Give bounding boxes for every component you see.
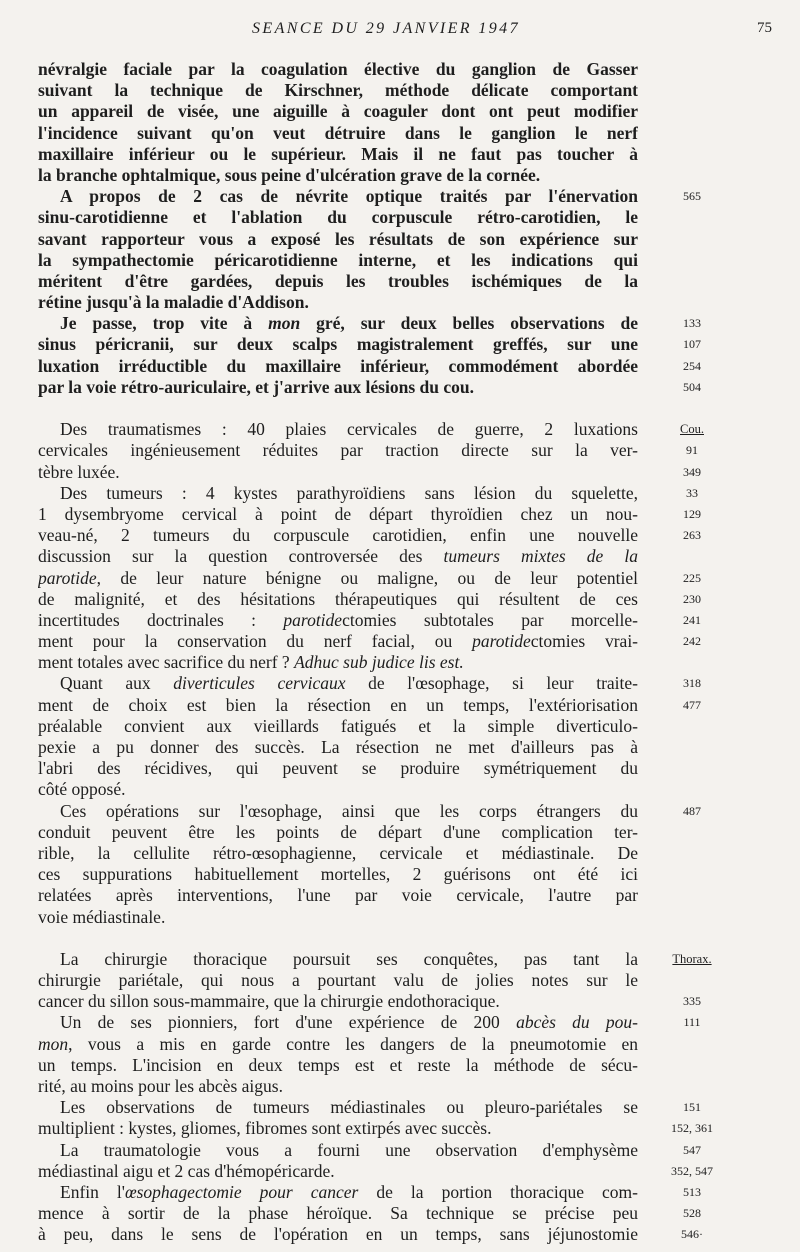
text-line: tèbre luxée. — [38, 461, 120, 482]
page-reference — [652, 737, 732, 758]
text-line: Quant aux diverticules cervicaux de l'œsophage, si leur traite- — [60, 673, 638, 694]
text-line: A propos de 2 cas de névrite optique traités par l'énervation — [60, 186, 638, 207]
page-reference — [652, 271, 732, 292]
text-line: Un de ses pionniers, fort d'une expérience de 200 abcès du pou- — [60, 1012, 638, 1033]
text-line: ment de choix est bien la résection en un temps, l'extériorisation — [38, 694, 638, 715]
page-reference: 151 — [683, 1100, 701, 1115]
page-reference: 513 — [683, 1184, 701, 1199]
page-reference: 242 — [683, 634, 701, 649]
page-reference — [652, 101, 732, 122]
page-reference — [652, 758, 732, 779]
page-reference: 133 — [683, 316, 701, 331]
page-reference — [652, 250, 732, 271]
page-reference — [652, 546, 732, 567]
page-reference: 152, 361 — [671, 1121, 713, 1136]
page-reference — [652, 716, 732, 737]
page-reference — [652, 292, 732, 313]
page-reference: 352, 547 — [671, 1163, 713, 1178]
page-reference — [652, 123, 732, 144]
page-reference: 487 — [683, 803, 701, 818]
text-line: rétine jusqu'à la maladie d'Addison. — [38, 292, 309, 313]
text-line: côté opposé. — [38, 779, 126, 800]
page-reference — [652, 229, 732, 250]
text-line: La traumatologie vous a fourni une observation d'emphysème — [60, 1139, 638, 1160]
text-line: la sympathectomie péricarotidienne interne, et les indications qui — [38, 249, 638, 270]
text-line: sinu-carotidienne et l'ablation du corpuscule rétro-carotidien, le — [38, 207, 638, 228]
page-reference — [652, 1055, 732, 1076]
text-line: névralgie faciale par la coagulation élective du ganglion de Gasser — [38, 59, 638, 79]
page-reference: 349 — [683, 464, 701, 479]
text-line: relatées après interventions, l'une par voie cervicale, l'autre par — [38, 885, 638, 906]
paragraph-gap — [38, 928, 638, 949]
text-line: sinus péricranii, sur deux scalps magistralement greffés, sur une — [38, 334, 638, 355]
text-line: maxillaire inférieur ou le supérieur. Mais il ne faut pas toucher à — [38, 143, 638, 164]
text-line: ment pour la conservation du nerf facial, ou parotidectomies vrai- — [38, 631, 638, 652]
running-title: SEANCE DU 29 JANVIER 1947 — [252, 20, 520, 37]
section-label: Cou. — [680, 422, 704, 437]
text-line: parotide, de leur nature bénigne ou maligne, ou de leur potentiel — [38, 567, 638, 588]
text-line: conduit peuvent être les points de départ d'une complication ter- — [38, 821, 638, 842]
page-reference: 546· — [681, 1227, 703, 1242]
paragraph-gap — [38, 398, 638, 419]
text-line: par la voie rétro-auriculaire, et j'arrive aux lésions du cou. — [38, 376, 474, 397]
page-reference — [652, 652, 732, 673]
text-line: 1 dysembryome cervical à point de départ thyroïdien chez un nou- — [38, 503, 638, 524]
text-line: voie médiastinale. — [38, 906, 166, 927]
page-reference — [652, 843, 732, 864]
text-line: discussion sur la question controversée des tumeurs mixtes de la — [38, 546, 638, 567]
page-reference — [652, 864, 732, 885]
page-reference: 477 — [683, 697, 701, 712]
page-reference: 111 — [683, 1015, 701, 1030]
text-line: mon, vous a mis en garde contre les dangers de la pneumotomie en — [38, 1033, 638, 1054]
text-line: cervicales ingénieusement réduites par traction directe sur la ver- — [38, 440, 638, 461]
page-reference — [652, 822, 732, 843]
text-line: de malignité, et des hésitations thérapeutiques qui résultent de ces — [38, 588, 638, 609]
page-reference — [652, 59, 732, 80]
text-line: Ces opérations sur l'œsophage, ainsi que les corps étrangers du — [60, 800, 638, 821]
page-reference: 129 — [683, 506, 701, 521]
page-reference — [652, 80, 732, 101]
page-reference: 318 — [683, 676, 701, 691]
page-reference: 335 — [683, 994, 701, 1009]
text-line: veau-né, 2 tumeurs du corpuscule carotidien, enfin une nouvelle — [38, 525, 638, 546]
text-line: ces suppurations habituellement mortelles, 2 guérisons ont été ici — [38, 864, 638, 885]
page-reference — [652, 144, 732, 165]
text-line: préalable convient aux vieillards fatigués et la simple diverticulo- — [38, 715, 638, 736]
text-line: Des traumatismes : 40 plaies cervicales de guerre, 2 luxations — [60, 419, 638, 440]
text-line: l'incidence suivant qu'on veut détruire dans le ganglion le nerf — [38, 122, 638, 143]
page-reference — [652, 885, 732, 906]
text-line: Les observations de tumeurs médiastinales ou pleuro-pariétales se — [60, 1097, 638, 1118]
text-line: pexie a pu donner des succès. La résection ne met d'ailleurs pas à — [38, 737, 638, 757]
text-line: Enfin l'œsophagectomie pour cancer de la portion thoracique com- — [60, 1181, 638, 1202]
page-reference: 230 — [683, 591, 701, 606]
margin-references — [652, 59, 732, 1246]
text-line: mence à sortir de la phase héroïque. Sa technique se précise peu — [38, 1203, 638, 1224]
page-reference: 565 — [683, 189, 701, 204]
body-text — [38, 59, 638, 1246]
page-reference — [652, 165, 732, 186]
text-line: savant rapporteur vous a exposé les résultats de son expérience sur — [38, 228, 638, 249]
text-line: rité, au moins pour les abcès aigus. — [38, 1076, 283, 1096]
page-reference: 263 — [683, 528, 701, 543]
page-reference — [652, 1076, 732, 1097]
page-reference — [652, 779, 732, 800]
page-reference — [652, 207, 732, 228]
page-reference — [652, 970, 732, 991]
text-line: rible, la cellulite rétro-œsophagienne, cervicale et médiastinale. De — [38, 842, 638, 863]
page-reference: 91 — [686, 443, 698, 458]
page-reference — [652, 1034, 732, 1055]
page-reference: 528 — [683, 1206, 701, 1221]
page-reference — [652, 907, 732, 928]
page-reference — [652, 398, 732, 419]
page-reference: 33 — [686, 485, 698, 500]
text-line: luxation irréductible du maxillaire inférieur, commodément abordée — [38, 355, 638, 376]
text-line: multiplient : kystes, gliomes, fibromes sont extirpés avec succès. — [38, 1118, 492, 1139]
page-reference: 254 — [683, 358, 701, 373]
text-line: ment totales avec sacrifice du nerf ? Adhuc sub judice lis est. — [38, 652, 464, 673]
text-line: Je passe, trop vite à mon gré, sur deux belles observations de — [60, 313, 638, 334]
text-line: à peu, dans le sens de l'opération en un temps, sans jéjunostomie — [38, 1224, 638, 1245]
page-reference: 547 — [683, 1142, 701, 1157]
page-reference: 225 — [683, 570, 701, 585]
text-line: incertitudes doctrinales : parotidectomies subtotales par morcelle- — [38, 609, 638, 630]
text-line: Des tumeurs : 4 kystes parathyroïdiens sans lésion du squelette, — [60, 482, 638, 503]
text-line: cancer du sillon sous-mammaire, que la chirurgie endothoracique. — [38, 991, 500, 1012]
text-line: l'abri des récidives, qui peuvent se produire symétriquement du — [38, 758, 638, 779]
text-line: la branche ophtalmique, sous peine d'ulcération grave de la cornée. — [38, 164, 541, 185]
page-reference: 107 — [683, 337, 701, 352]
page-reference: 241 — [683, 612, 701, 627]
text-line: un temps. L'incision en deux temps est et reste la méthode de sécu- — [38, 1054, 638, 1075]
text-line: médiastinal aigu et 2 cas d'hémopéricarde. — [38, 1160, 335, 1181]
page-header — [0, 20, 800, 44]
text-line: un appareil de visée, une aiguille à coaguler dont ont peut modifier — [38, 101, 638, 122]
page-reference: 504 — [683, 379, 701, 394]
text-line: suivant la technique de Kirschner, méthode délicate comportant — [38, 80, 638, 101]
page-number: 75 — [757, 20, 772, 36]
text-line: méritent d'être gardées, depuis les troubles ischémiques de la — [38, 270, 638, 291]
text-line: chirurgie pariétale, qui nous a pourtant valu de jolies notes sur le — [38, 970, 638, 991]
text-line: La chirurgie thoracique poursuit ses conquêtes, pas tant la — [60, 948, 638, 969]
page-reference — [652, 928, 732, 949]
section-label: Thorax. — [672, 951, 712, 966]
